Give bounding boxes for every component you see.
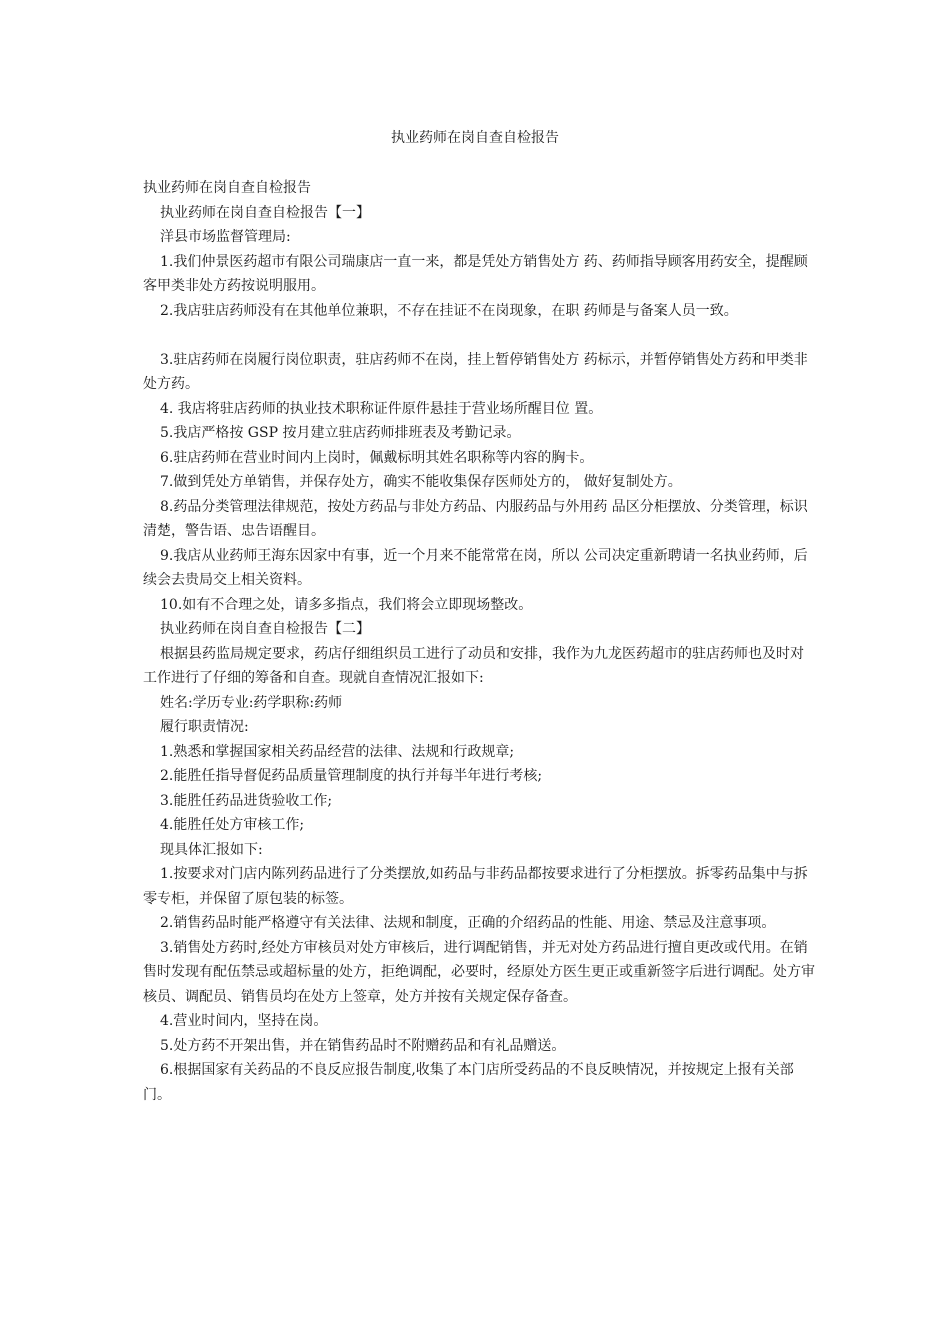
paragraph: 执业药师在岗自查自检报告【一】 [160, 204, 370, 221]
paragraph: 3.销售处方药时,经处方审核员对处方审核后，进行调配销售，并无对处方药品进行擅自更改或代用。在销售时发现有配伍禁忌或超标量的处方，拒绝调配，必要时，经原处方医生更正或重新签字后进行调配。处方审核员、调配员、销售员均在处方上签章，处方并按有关规定保存备查。 [143, 939, 815, 1005]
paragraph: 1.我们仲景医药超市有限公司瑞康店一直一来，都是凭处方销售处方 药、药师指导顾客用药安全，提醒顾客甲类非处方药按说明服用。 [143, 253, 808, 294]
paragraph: 4.能胜任处方审核工作; [160, 817, 305, 833]
paragraph: 姓名:学历专业:药学职称:药师 [160, 694, 343, 711]
paragraph: 6.根据国家有关药品的不良反应报告制度,收集了本门店所受药品的不良反映情况，并按规定上报有关部门。 [143, 1062, 794, 1103]
paragraph: 履行职责情况: [160, 719, 249, 735]
paragraph: 2.销售药品时能严格遵守有关法律、法规和制度，正确的介绍药品的性能、用途、禁忌及注意事项。 [160, 915, 776, 931]
paragraph: 8.药品分类管理法律规范，按处方药品与非处方药品、内服药品与外用药 品区分柜摆放、分类管理，标识清楚，警告语、忠告语醒目。 [143, 498, 808, 539]
paragraph: 4. 我店将驻店药师的执业技术职称证件原件悬挂于营业场所醒目位 置。 [160, 400, 603, 417]
paragraph: 1.按要求对门店内陈列药品进行了分类摆放,如药品与非药品都按要求进行了分柜摆放。拆零药品集中与拆零专柜，并保留了原包装的标签。 [143, 866, 808, 907]
paragraph: 执业药师在岗自查自检报告【二】 [160, 621, 370, 637]
paragraph: 7.做到凭处方单销售，并保存处方，确实不能收集保存医师处方的， 做好复制处方。 [160, 474, 682, 490]
paragraph: 1.熟悉和掌握国家相关药品经营的法律、法规和行政规章; [160, 743, 515, 760]
paragraph: 执业药师在岗自查自检报告 [143, 180, 311, 196]
paragraph: 5.我店严格按 GSP 按月建立驻店药师排班表及考勤记录。 [160, 425, 521, 441]
document-body [143, 176, 815, 1107]
paragraph: 6.驻店药师在营业时间内上岗时，佩戴标明其姓名职称等内容的胸卡。 [160, 449, 594, 466]
blank-line [143, 323, 815, 348]
paragraph: 洋县市场监督管理局: [160, 229, 291, 245]
paragraph: 5.处方药不开架出售，并在销售药品时不附赠药品和有礼品赠送。 [160, 1037, 566, 1054]
paragraph: 2.我店驻店药师没有在其他单位兼职，不存在挂证不在岗现象，在职 药师是与备案人员一致。 [160, 302, 738, 319]
paragraph: 3.驻店药师在岗履行岗位职责，驻店药师不在岗，挂上暂停销售处方 药标示，并暂停销售处方药和甲类非处方药。 [143, 351, 808, 392]
paragraph: 9.我店从业药师王海东因家中有事，近一个月来不能常常在岗，所以 公司决定重新聘请一名执业药师，后续会去贵局交上相关资料。 [143, 547, 808, 588]
paragraph: 根据县药监局规定要求，药店仔细组织员工进行了动员和安排，我作为九龙医药超市的驻店药师也及时对工作进行了仔细的筹备和自查。现就自查情况汇报如下: [143, 645, 804, 686]
paragraph: 4.营业时间内，坚持在岗。 [160, 1013, 328, 1029]
paragraph: 2.能胜任指导督促药品质量管理制度的执行并每半年进行考核; [160, 768, 543, 784]
paragraph: 现具体汇报如下: [160, 841, 263, 858]
paragraph: 3.能胜任药品进货验收工作; [160, 792, 333, 809]
paragraph: 10.如有不合理之处，请多多指点，我们将会立即现场整改。 [160, 596, 533, 613]
document-title: 执业药师在岗自查自检报告 [391, 130, 559, 146]
